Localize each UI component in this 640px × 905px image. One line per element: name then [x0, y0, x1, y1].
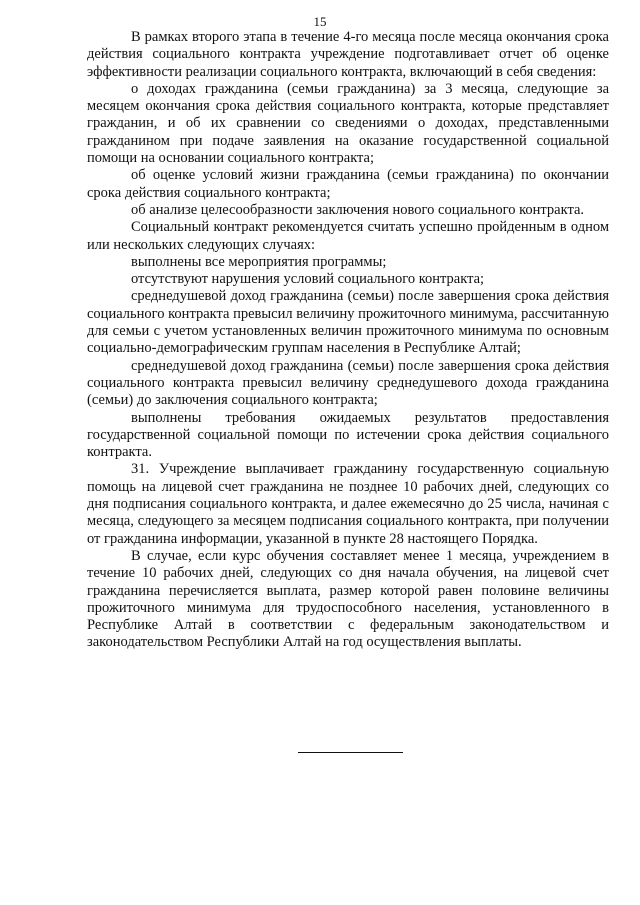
paragraph-program-completed: выполнены все мероприятия программы;: [131, 253, 387, 270]
document-body: [87, 29, 609, 652]
paragraph-no-violations: отсутствуют нарушения условий социального контракта;: [131, 271, 485, 288]
paragraph-clause-31: 31. Учреждение выплачивает гражданину государственную социальную помощь на лицевой счет гражданина не позднее 10 рабочих дней, следующих со дня подписания социального контракта, и далее ежемесячно до 25 числа, начиная с месяца, следующего за месяцем подписания социального контракта, при получении от гражданина информации, указанной в пункте 28 настоящего Порядка.: [87, 461, 609, 547]
closing-rule: [298, 752, 403, 753]
paragraph-income-above-minimum: среднедушевой доход гражданина (семьи) после завершения срока действия социального контракта превысил величину прожиточного минимума, рассчитанную для семьи с учетом установленных величин прожиточного минимума по основным социально-демографическим группам населения в Республике Алтай;: [87, 288, 609, 357]
paragraph-report-second-stage: В рамках второго этапа в течение 4-го месяца после месяца окончания срока действия социального контракта учреждение подготавливает отчет об оценке эффективности реализации социального контракта, включающий в себя сведения:: [87, 29, 609, 80]
page-number: 15: [313, 14, 327, 29]
paragraph-income-above-previous: среднедушевой доход гражданина (семьи) после завершения срока действия социального контракта превысил величину среднедушевого дохода гражданина (семьи) до заключения социального контракта;: [87, 357, 609, 409]
paragraph-expected-results: выполнены требования ожидаемых результатов предоставления государственной социальной помощи по истечении срока действия социального контракта.: [87, 409, 609, 461]
paragraph-income-info: о доходах гражданина (семьи гражданина) за 3 месяца, следующие за месяцем окончания срока действия социального контракта, которые представляет гражданин, и об их сравнении со сведениями о доходах, представленными гражданином при подаче заявления на оказание государственной социальной помощи на основании социального контракта;: [87, 80, 609, 167]
paragraph-living-conditions: об оценке условий жизни гражданина (семьи гражданина) по окончании срока действия социального контракта;: [87, 167, 609, 201]
paragraph-success-criteria: Социальный контракт рекомендуется считать успешно пройденным в одном или нескольких следующих случаях:: [87, 219, 609, 253]
paragraph-short-course-payment: В случае, если курс обучения составляет менее 1 месяца, учреждением в течение 10 рабочих дней, следующих со дня начала обучения, на лицевой счет гражданина перечисляется выплата, размер которой равен половине величины прожиточного минимума для трудоспособного населения, установленного в Республике Алтай в соответствии с федеральным законодательством и законодательством Республики Алтай на год осуществления выплаты.: [87, 547, 609, 651]
paragraph-new-contract-analysis: об анализе целесообразности заключения нового социального контракта.: [131, 201, 585, 218]
